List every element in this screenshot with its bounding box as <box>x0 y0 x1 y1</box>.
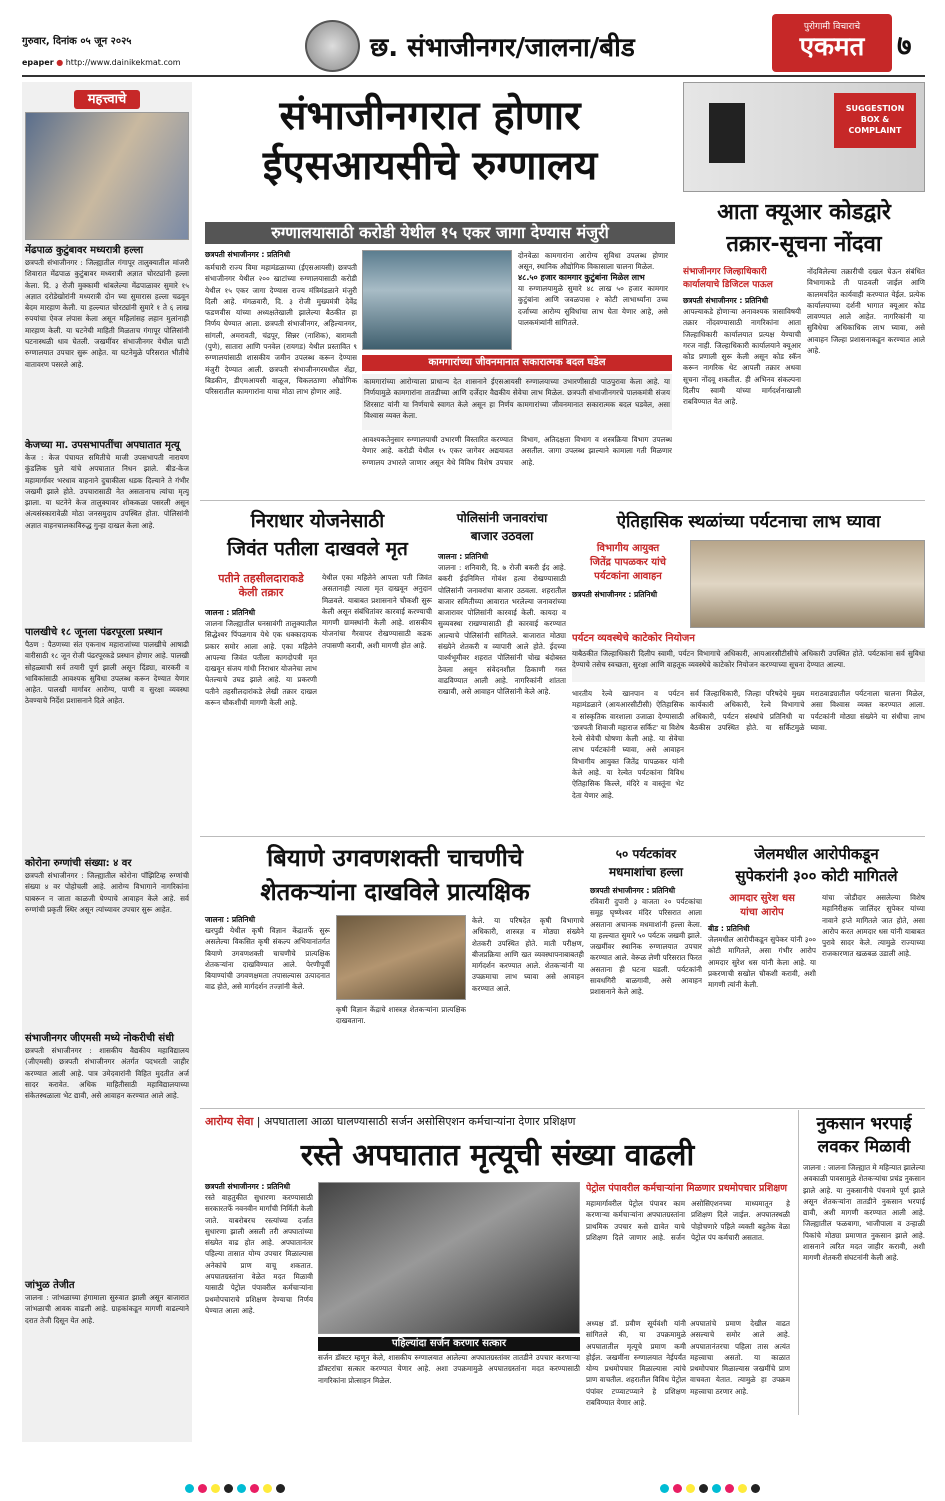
accident-kicker-row: आरोग्य सेवा | अपघाताला आळा घालण्यासाठी सर्जन असोसिएशन कर्मचाऱ्यांना देणार प्रशिक्षण <box>205 1115 576 1128</box>
niradhar-subhead <box>205 572 317 600</box>
lead-subhead: रुग्णालयासाठी करोडी येथील १५ एकर जागा देण्यास मंजुरी <box>205 222 675 244</box>
brand-name: एकमत <box>799 32 865 62</box>
epaper-icon: ● <box>56 58 64 67</box>
crop-headline-1: नुकसान भरपाई <box>816 1114 912 1134</box>
sidebar-label: महत्त्वाचे <box>74 90 141 109</box>
seeds-headline-2: शेतकऱ्यांना दाखविले प्रात्यक्षिक <box>260 878 530 906</box>
tourism-byline: छत्रपती संभाजीनगर : प्रतिनिधी <box>572 590 658 599</box>
issue-date: गुरुवार, दिनांक ०५ जून २०२५ <box>22 36 132 47</box>
brand-tagline: पुरोगामी विचाराचे <box>803 22 861 32</box>
seeds-photo <box>336 915 466 1000</box>
police-byline: जालना : प्रतिनिधी <box>438 552 489 561</box>
accident-box-head: पहिल्यांदा सर्जन करणार सत्कार <box>318 1337 580 1351</box>
niradhar-sub-2: केली तक्रार <box>238 586 284 599</box>
seeds-byline: जालना : प्रतिनिधी <box>205 915 256 924</box>
accident-box-text: सर्जन डॉक्टर म्हणून केले, शासकीय रुग्णालयात आलेल्या अपघातग्रस्तांवर तातडीने उपचार करणाऱ्या डॉक्टरांचा सत्कार करण्यात येणार आहे. अशा उपक्रमामुळे अपघातग्रस्तांना मदत करण्यासाठी नागरिकांना प्रोत्साहन मिळेल. <box>318 1353 580 1385</box>
niradhar-body-1: जालना जिल्ह्यातील घनसावंगी तालुक्यातील सिद्धेश्वर पिंपळगाव येथे एक धक्कादायक प्रकार समोर आला आहे. एका महिलेने आपल्या जिवंत पतीला कागदोपत्री मृत दाखवून संजय गांधी निराधार योजनेचा लाभ घेतल्याचे उघड झाले आहे. या प्रकरणी पतीने तहसीलदारांकडे लेखी तक्रार दाखल करून चौकशीची मागणी केली आहे. <box>205 619 317 708</box>
police-body: जालना : शनिवारी, दि. ७ रोजी बकरी ईद आहे. बकरी ईदनिमित्त गोवंश हत्या रोखण्यासाठी पोलिसांनी जनावरांचा बाजार उठवला. शहरातील बाजार समितीच्या आवारात भरलेल्या जनावरांच्या बाजारावर पोलिसांनी कारवाई केली. कायदा व सुव्यवस्था राखण्यासाठी ही कारवाई करण्यात आल्याचे पोलिसांनी सांगितले. बाजारात मोठ्या संख्येने शेतकरी व व्यापारी आले होते. ईदच्या पार्श्वभूमीवर शहरात पोलिसांनी चोख बंदोबस्त ठेवला असून संवेदनशील ठिकाणी गस्त वाढविण्यात आली आहे. नागरिकांनी शांतता राखावी, असे आवाहन पोलिसांनी केले आहे. <box>438 563 566 697</box>
city-emblem-icon <box>305 20 360 72</box>
tourism-body-1: भारतीय रेल्वे खानपान व पर्यटन महामंडळाने (आयआरसीटीसी) ऐतिहासिक व सांस्कृतिक वारशाला उजाळा देण्यासाठी 'छत्रपती शिवाजी महाराज सर्किट' या विशेष रेल्वे सेवेची घोषणा केली आहे. या सेवेचा लाभ पर्यटकांनी घ्यावा, असे आवाहन विभागीय आयुक्त जितेंद्र पापळकर यांनी केले आहे. या रेल्वेत पर्यटकांना विविध ऐतिहासिक किल्ले, मंदिरे व वास्तूंना भेट देता येणार आहे. <box>572 689 684 800</box>
page-number: ७ <box>897 29 912 62</box>
jail-sub-1: आमदार सुरेश धस <box>729 893 795 904</box>
seeds-caption: कृषी विज्ञान केंद्राचे शास्त्रज्ञ शेतकऱ्यांना प्रात्यक्षिक दाखवताना. <box>336 1005 466 1026</box>
accident-headline: रस्ते अपघातात मृत्यूची संख्या वाढली <box>300 1138 695 1173</box>
accident-tag: आरोग्य सेवा <box>205 1115 254 1128</box>
qr-byline: छत्रपती संभाजीनगर : प्रतिनिधी <box>683 296 769 305</box>
sidebar-story-4-title: कोरोना रुग्णांची संख्या: ४ वर <box>25 858 132 869</box>
sidebar-story-5-body: छत्रपती संभाजीनगर : शासकीय वैद्यकीय महाविद्यालय (जीएमसी) छत्रपती संभाजीनगर अंतर्गत पदभरती जाहीर करण्यात आली आहे. पात्र उमेदवारांनी विहित मुदतीत अर्ज सादर करावेत. अधिक माहितीसाठी महाविद्यालयाच्या संकेतस्थळाला भेट द्यावी, असे आवाहन करण्यात आले आहे. <box>25 1046 189 1101</box>
jail-headline-2: सुपेकरांनी ३०० कोटी मागितले <box>735 867 898 885</box>
accident-body-4: अपघातांचे प्रमाण देखील वाढत असल्याचे समोर आले आहे. अपघातानंतरचा पहिला तास अत्यंत महत्त्वाचा असतो. या काळात प्रथमोपचार मिळाल्यास जखमींचे प्राण वाचवता येतात. त्यामुळे हा उपक्रम महत्त्वाचा ठरणार आहे. <box>690 1319 790 1396</box>
jail-byline: बीड : प्रतिनिधी <box>708 924 750 933</box>
lead-body-1: कर्मचारी राज्य विमा महामंडळाच्या (ईएसआयसी) छत्रपती संभाजीनगर येथील २०० खाटांच्या रुग्णालयासाठी करोडी येथील १५ एकर जागा देण्यास राज्य मंत्रिमंडळाने मंजुरी दिली आहे. मंगळवारी, दि. ३ रोजी मुख्यमंत्री देवेंद्र फडणवीस यांच्या अध्यक्षतेखाली झालेल्या बैठकीत हा निर्णय घेण्यात आला. छत्रपती संभाजीनगर, अहिल्यानगर, सांगली, अमरावती, चंद्रपूर, सिन्नर (नाशिक), बारामती (पुणे), सातारा आणि पनवेल (रायगड) येथील प्रस्तावित ९ रुग्णालयांसाठी शासकीय जमीन उपलब्ध करून देण्यास मंजुरी देण्यात आली. छत्रपती संभाजीनगरमधील शेंद्रा, बिडकीन, डीएमआयसी वाळूज, चिकलठाणा औद्योगिक परिसरातील कामगारांना याचा मोठा लाभ होणार आहे. <box>205 263 357 397</box>
accident-pump-head: पेट्रोल पंपावरील कर्मचाऱ्यांना मिळणार प्रथमोपचार प्रशिक्षण <box>586 1183 788 1194</box>
tourism-box-head: पर्यटन व्यवस्थेचे काटेकोर नियोजन <box>572 633 695 644</box>
epaper-url: http://www.dainikekmat.com <box>65 58 181 67</box>
sidebar-story-4-body: छत्रपती संभाजीनगर : जिल्ह्यातील कोरोना पॉझिटिव्ह रुग्णांची संख्या ४ वर पोहोचली आहे. आरोग्य विभागाने नागरिकांना घाबरून न जाता काळजी घेण्याचे आवाहन केले आहे. सर्व रुग्णांची प्रकृती स्थिर असून त्यांच्यावर उपचार सुरू आहेत. <box>25 871 189 914</box>
edition-title: छ. संभाजीनगर/जालना/बीड <box>370 33 635 63</box>
lead-headline-2: ईएसआयसीचे रुग्णालय <box>262 143 598 189</box>
sidebar-story-2-title: केजच्या मा. उपसभापतींचा अपघातात मृत्यू <box>25 440 180 451</box>
lead-stat-head: ४८.५० हजार कामगार कुटुंबांना मिळेल लाभ <box>518 273 645 282</box>
tourism-sub-1: विभागीय आयुक्त <box>596 543 660 554</box>
tourism-subhead <box>572 542 684 584</box>
accident-body-1: रस्ते वाहतुकीत सुधारणा करण्यासाठी सरकारतर्फे नवनवीन मार्गांची निर्मिती केली जाते. याबरोबरच रस्त्यांच्या दर्जात सुधारणा झाली असली तरी अपघातांच्या संख्येत वाढ होत आहे. अपघातानंतर पहिल्या तासात योग्य उपचार मिळाल्यास अनेकांचे प्राण वाचू शकतात. अपघातग्रस्तांना वेळेत मदत मिळावी यासाठी पेट्रोल पंपावरील कर्मचाऱ्यांना प्रथमोपचाराचे प्रशिक्षण देण्याचा निर्णय घेण्यात आला आहे. <box>205 1193 313 1315</box>
tourism-body-2: सर्व जिल्हाधिकारी, जिल्हा परिषदेचे मुख्य कार्यकारी अधिकारी, रेल्वे विभागाचे अधिकारी, पर्यटन संस्थांचे प्रतिनिधी या बैठकीस उपस्थित होते. या सर्किटमुळे मराठवाड्यातील पर्यटनाला चालना मिळेल, असा विश्वास व्यक्त करण्यात आला. पर्यटकांनी मोठ्या संख्येने या संधीचा लाभ घ्यावा. <box>690 689 925 732</box>
lead-body-2: दोनवेळा कामगारांना आरोग्य सुविधा उपलब्ध होणार असून, स्थानिक औद्योगिक विकासाला चालना मिळेल. <box>518 251 668 272</box>
jail-headline-1: जेलमधील आरोपीकडून <box>754 845 879 863</box>
qr-headline-2: तक्रार-सूचना नोंदवा <box>726 232 882 257</box>
sidebar-story-6-title: जांभुळ तेजीत <box>25 1280 75 1291</box>
qr-kicker: संभाजीनगर जिल्हाधिकारी कार्यालयाचे डिजिटल पाऊल <box>683 267 773 290</box>
niradhar-sub-1: पतीने तहसीलदाराकडे <box>218 572 304 585</box>
seeds-body-2: केले. या परिषदेत कृषी विभागाचे अधिकारी, शास्त्रज्ञ व मोठ्या संख्येने शेतकरी उपस्थित होते. माती परीक्षण, बीजप्रक्रिया आणि खत व्यवस्थापनाबाबतही मार्गदर्शन करण्यात आले. शेतकऱ्यांनी या उपक्रमाचा लाभ घ्यावा असे आवाहन करण्यात आले. <box>472 916 584 993</box>
jail-body-1: जेलमधील आरोपीकडून सुपेकर यांनी ३०० कोटी मागितले, असा गंभीर आरोप आमदार सुरेश धस यांनी केला आहे. या प्रकरणाची सखोल चौकशी करावी, अशी मागणी त्यांनी केली. <box>708 935 816 990</box>
qr-photo <box>683 82 925 192</box>
bees-body: रविवारी दुपारी ३ वाजता २० पर्यटकांचा समूह घृष्णेश्वर मंदिर परिसरात आला असताना अचानक मधमाशांनी हल्ला केला. या हल्ल्यात सुमारे ५० पर्यटक जखमी झाले. जखमींवर स्थानिक रुग्णालयात उपचार करण्यात आले. वेरूळ लेणी परिसरात फिरत असताना ही घटना घडली. पर्यटकांनी सावधगिरी बाळगावी, असे आवाहन प्रशासनाने केले आहे. <box>590 897 702 997</box>
epaper-link[interactable] <box>22 58 181 67</box>
niradhar-headline-2: जिवंत पतीला दाखवले मृत <box>227 538 408 560</box>
lead-caption-bar: कामगारांच्या जीवनमानात सकारात्मक बदल घडेल <box>362 355 672 371</box>
tourism-sub-2: जितेंद्र पापळकर यांचे <box>589 557 667 568</box>
tourism-meeting-photo <box>690 540 925 628</box>
jail-subhead <box>708 892 816 920</box>
sidebar-photo <box>25 112 189 240</box>
tourism-headline: ऐतिहासिक स्थळांच्या पर्यटनाचा लाभ घ्यावा <box>616 512 881 532</box>
sidebar-story-3-body: पैठण : पैठणच्या संत एकनाथ महाराजांच्या पालखीचे आषाढी वारीसाठी १८ जून रोजी पंढरपूरकडे प्रस्थान होणार आहे. पालखी सोहळ्याची सर्व तयारी पूर्ण झाली असून दिंड्या, वारकरी व भाविकांसाठी आवश्यक सुविधा उपलब्ध करून देण्यात येणार आहेत. पालखी मार्गावर आरोग्य, पाणी व सुरक्षा व्यवस्था ठेवण्याचे निर्देश प्रशासनाने दिले आहेत. <box>25 640 189 706</box>
bees-headline-2: मधमाशांचा हल्ला <box>608 865 684 879</box>
jail-body-2: यांचा जोडीदार असलेल्या विशेष महानिरीक्षक जालिंदर सुपेकर यांच्या नावाने हप्ते मागितले जात होते, असा आरोप करत आमदार धस यांनी याबाबत पुरावे सादर केले. त्यामुळे राज्याच्या राजकारणात खळबळ उडाली आहे. <box>822 893 925 959</box>
accident-byline: छत्रपती संभाजीनगर : प्रतिनिधी <box>205 1182 291 1191</box>
sidebar-story-1-title: मेंढपाळ कुटुंबावर मध्यरात्री हल्ला <box>25 245 144 256</box>
sidebar-story-3-title: पालखीचे १८ जूनला पंढरपूरला प्रस्थान <box>25 627 163 638</box>
sidebar-story-1-body: छत्रपती संभाजीनगर : जिल्ह्यातील गंगापूर तालुक्यातील मांजरी शिवारात मेंढपाळ कुटुंबावर मध्यरात्री अज्ञात चोरट्यांनी हल्ला केला. दि. ३ रोजी मुक्कामी थांबलेल्या मेंढपाळावर सुमारे १५ अज्ञात दरोडेखोरांनी मध्यरात्री दोन च्या सुमारास हल्ला चढवून बेदम मारहाण केली. या हल्ल्यात चोरट्यांनी सुमारे १ ते ६ लाख रुपयांचा ऐवज लंपास केला असून महिलांसह लहान मुलांनाही मारहाण केली. या घटनेची माहिती मिळताच गंगापूर पोलिसांनी घटनास्थळी धाव घेतली. जखमींवर संभाजीनगर येथील घाटी रुग्णालयात उपचार सुरू आहेत. या घटनेमुळे परिसरात भीतीचे वातावरण पसरले आहे. <box>25 258 189 369</box>
brand-logo <box>772 14 892 72</box>
accident-kicker: अपघाताला आळा घालण्यासाठी सर्जन असोसिएशन कर्मचाऱ्यांना देणार प्रशिक्षण <box>264 1115 576 1128</box>
seeds-body-1: खरपुडी येथील कृषी विज्ञान केंद्रातर्फे सुरू असलेल्या विकसित कृषी संकल्प अभियानांतर्गत बियाणे उगवणशक्ती चाचणीचे प्रात्यक्षिक शेतकऱ्यांना दाखविण्यात आले. पेरणीपूर्वी बियाण्यांची उगवणक्षमता तपासल्यास उत्पादनात वाढ होते, असे मार्गदर्शन तज्ज्ञांनी केले. <box>205 926 330 992</box>
accident-body-3: अध्यक्ष डॉ. प्रवीण सूर्यवंशी यांनी सांगितले की, या उपक्रमामुळे अपघातातील मृत्यूचे प्रमाण कमी होईल. जखमींना रुग्णालयात नेईपर्यंत योग्य प्रथमोपचार मिळाल्यास त्यांचे प्राण वाचतील. शहरातील विविध पेट्रोल पंपांवर टप्प्याटप्प्याने हे प्रशिक्षण राबविण्यात येणार आहे. <box>586 1319 686 1408</box>
accident-body-2: महामार्गावरील पेट्रोल पंपावर काम करणाऱ्या कर्मचाऱ्यांना अपघातग्रस्तांना प्राथमिक उपचार कसे द्यावेत याचे प्रशिक्षण दिले जाणार आहे. सर्जन असोसिएशनच्या माध्यमातून हे प्रशिक्षण दिले जाईल. अपघातस्थळी पोहोचणारे पहिले व्यक्ती बहुतेक वेळा पेट्रोल पंप कर्मचारी असतात. <box>586 1199 790 1242</box>
qr-body-2: नोंदविलेल्या तक्रारीची दखल घेऊन संबंधित विभागाकडे ती पाठवली जाईल आणि कालमर्यादेत कार्यवाही करण्यात येईल. प्रत्येक कार्यालयाच्या दर्शनी भागात क्यूआर कोड लावण्यात आले आहेत. नागरिकांनी या सुविधेचा अधिकाधिक लाभ घ्यावा, असे आवाहन जिल्हा प्रशासनाकडून करण्यात आले आहे. <box>807 267 925 356</box>
crop-headline-2: लवकर मिळावी <box>817 1137 911 1157</box>
qr-sign: SUGGESTION BOX & COMPLAINT <box>834 93 916 148</box>
niradhar-byline: जालना : प्रतिनिधी <box>205 608 256 617</box>
police-headline-2: बाजार उठवला <box>470 529 534 543</box>
sidebar-header <box>22 88 192 107</box>
seeds-headline-1: बियाणे उगवणशक्ती चाचणीचे <box>266 844 524 872</box>
tourism-sub-3: पर्यटकांना आवाहन <box>594 571 662 582</box>
qr-code-icon <box>709 103 745 163</box>
lead-hospital-photo <box>362 250 512 350</box>
lead-byline: छत्रपती संभाजीनगर : प्रतिनिधी <box>205 250 291 259</box>
niradhar-body-2: येथील एका महिलेने आपला पती जिवंत असतानाही त्याला मृत दाखवून अनुदान मिळवले. याबाबत प्रशासनाने चौकशी सुरू केली असून संबंधितांवर कारवाई करण्याची मागणी ग्रामस्थांनी केली आहे. शासकीय योजनांचा गैरवापर रोखण्यासाठी कडक तपासणी करावी, अशी मागणी होत आहे. <box>322 573 432 650</box>
accident-photo <box>318 1182 580 1334</box>
police-headline-1: पोलिसांनी जनावरांचा <box>456 511 548 525</box>
qr-headline-1: आता क्यूआर कोडद्वारे <box>717 200 891 225</box>
print-color-marks <box>0 1478 945 1497</box>
lead-headline-1: संभाजीनगरात होणार <box>279 93 581 139</box>
tourism-box-text: याबैठकीत जिल्हाधिकारी दिलीप स्वामी, पर्यटन विभागाचे अधिकारी, आयआरसीटीसीचे अधिकारी उपस्थित होते. पर्यटकांना सर्व सुविधा देण्याचे तसेच स्वच्छता, सुरक्षा आणि वाहतूक व्यवस्थेचे काटेकोर नियोजन करण्याच्या सूचना देण्यात आल्या. <box>572 648 925 682</box>
lead-body-3: या रुग्णालयामुळे सुमारे ४८ लाख ५० हजार कामगार कुटुंबांना आणि जवळपास २ कोटी लाभार्थ्यांना उच्च दर्जाच्या आरोग्य सुविधांचा लाभ घेता येणार आहे, असे पालकमंत्र्यांनी सांगितले. <box>518 284 668 327</box>
sidebar-story-2-body: केज : केज पंचायत समितीचे माजी उपसभापती नारायण कुंडलिक घुले यांचे अपघातात निधन झाले. बीड-केज महामार्गावर भरधाव वाहनाने दुचाकीला धडक दिल्याने ते गंभीर जखमी झाले होते. उपचारासाठी नेत असतानाच त्यांचा मृत्यू झाला. या घटनेने केज तालुक्यावर शोककळा पसरली असून अंत्यसंस्कारावेळी मोठा जनसमुदाय उपस्थित होता. पोलिसांनी अज्ञात वाहनचालकाविरुद्ध गुन्हा दाखल केला आहे. <box>25 453 189 530</box>
lead-body-4: आवश्यकतेनुसार रुग्णालयाची उभारणी विस्तारित करण्यात येणार आहे. करोडी येथील १५ एकर जागेवर अद्ययावत रुग्णालय उभारले जाणार असून येथे विविध विशेष उपचार विभाग, अतिदक्षता विभाग व शस्त्रक्रिया विभाग उपलब्ध असतील. जागा उपलब्ध झाल्याने कामाला गती मिळणार आहे. <box>362 435 672 467</box>
sidebar-story-5-title: संभाजीनगर जीएमसी मध्ये नोकरीची संधी <box>25 1033 174 1044</box>
qr-body-1: आपल्याकडे होणाऱ्या अनावश्यक त्रासाविषयी तक्रार नोंदवण्यासाठी नागरिकांना आता जिल्हाधिकारी कार्यालयात प्रत्यक्ष येण्याची गरज नाही. जिल्हाधिकारी कार्यालयाने क्यूआर कोड प्रणाली सुरू केली असून कोड स्कॅन करून नागरिक थेट आपली तक्रार अथवा सूचना नोंदवू शकतील. ही अभिनव संकल्पना दिलीप स्वामी यांच्या मार्गदर्शनाखाली राबविण्यात येत आहे. <box>683 307 801 407</box>
sidebar-story-6-body: जालना : जांभळाच्या हंगामाला सुरुवात झाली असून बाजारात जांभळाची आवक वाढली आहे. ग्राहकांकडून मागणी वाढल्याने दरात तेजी दिसून येत आहे. <box>25 1293 189 1325</box>
lead-caption-text: कामगारांच्या आरोग्याला प्राधान्य देत शासनाने ईएसआयसी रुग्णालयाच्या उभारणीसाठी पाठपुरावा केला आहे. या निर्णयामुळे कामगारांना तातडीच्या आणि दर्जेदार वैद्यकीय सेवेचा लाभ मिळेल. छत्रपती संभाजीनगरचे पालकमंत्री संजय शिरसाट यांनी या निर्णयाचे स्वागत केले असून हा निर्णय कामगारांच्या जीवनमानात सकारात्मक बदल घडवेल, असा विश्वास व्यक्त केला. <box>362 374 672 430</box>
epaper-label: epaper <box>22 58 54 67</box>
bees-headline-1: ५० पर्यटकांवर <box>615 847 677 861</box>
niradhar-headline-1: निराधार योजनेसाठी <box>250 510 385 532</box>
jail-sub-2: यांचा आरोप <box>740 907 784 918</box>
bees-byline: छत्रपती संभाजीनगर : प्रतिनिधी <box>590 886 676 895</box>
crop-body: जालना : जालना जिल्ह्यात मे महिन्यात झालेल्या अवकाळी पावसामुळे शेतकऱ्यांचा प्रचंड नुकसान झाले आहे. या नुकसानीचे पंचनामे पूर्ण झाले असून शेतकऱ्यांना तातडीने नुकसान भरपाई द्यावी, अशी मागणी करण्यात आली आहे. जिल्ह्यातील फळबागा, भाजीपाला व उन्हाळी पिकांचे मोठ्या प्रमाणात नुकसान झाले आहे. शासनाने त्वरित मदत जाहीर करावी, अशी मागणी शेतकरी संघटनांनी केली आहे. <box>803 1163 925 1263</box>
